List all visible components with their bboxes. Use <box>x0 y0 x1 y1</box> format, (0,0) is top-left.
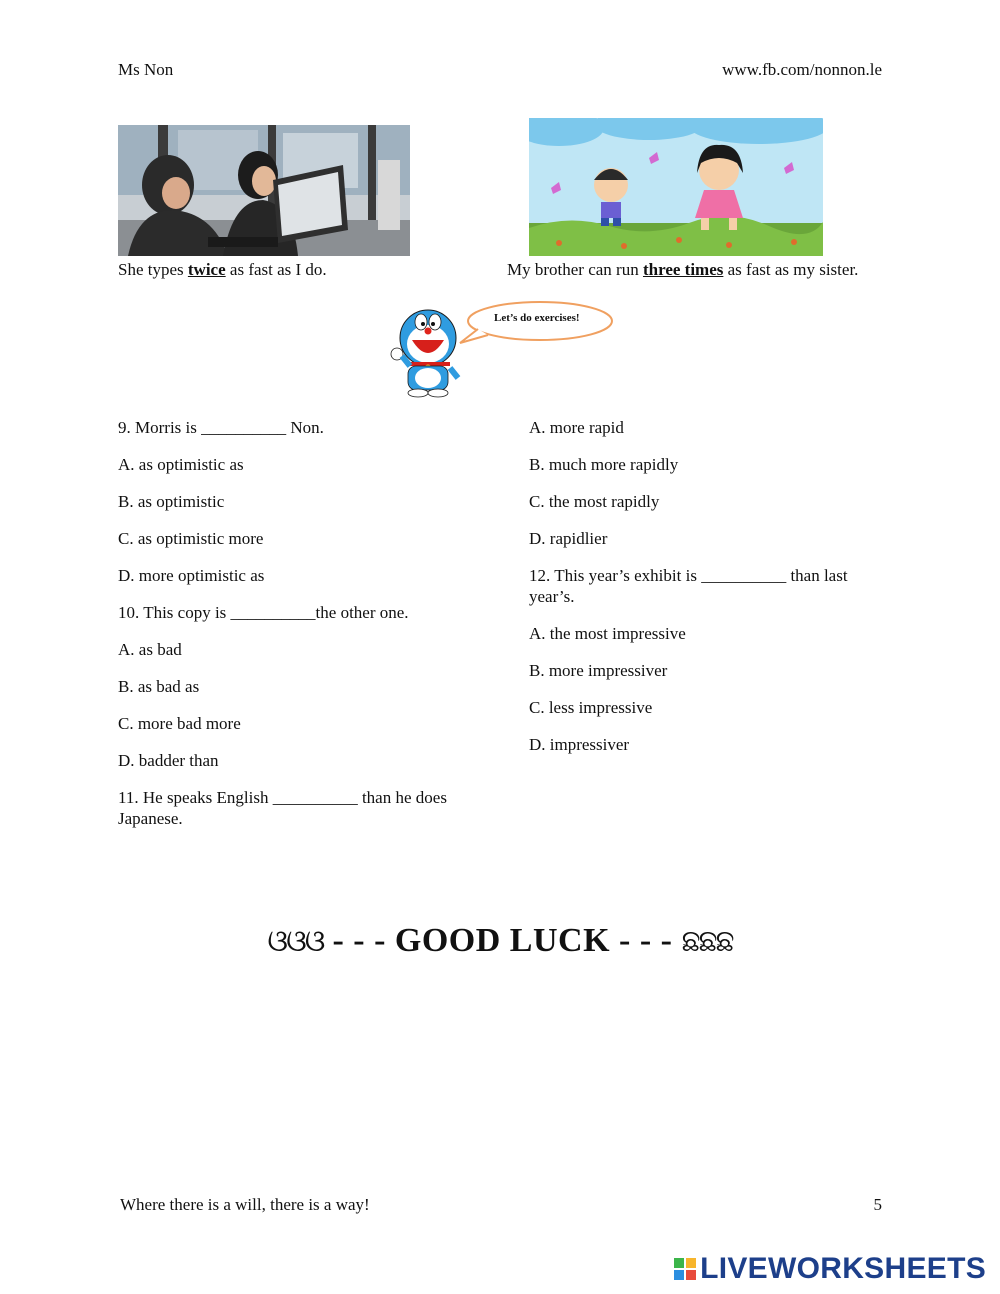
questions-right-column <box>529 417 881 771</box>
right-option: C. the most rapidly <box>529 492 660 511</box>
caption-left-emphasis: twice <box>187 260 226 279</box>
footer-quote: Where there is a will, there is a way! <box>120 1195 370 1214</box>
header-website: www.fb.com/nonnon.le <box>722 60 882 79</box>
left-option: B. as bad as <box>118 677 200 696</box>
caption-left-after: as fast as I do. <box>225 260 327 279</box>
left-question: 10. This copy is __________the other one. <box>118 603 409 622</box>
questions-left-column <box>118 417 488 845</box>
kids-running-illustration <box>529 118 823 256</box>
liveworksheets-mark-icon <box>674 1258 696 1280</box>
right-option: B. more impressiver <box>529 661 668 680</box>
right-option: B. much more rapidly <box>529 455 679 474</box>
right-question: 12. This year’s exhibit is __________ than last year’s. <box>529 566 848 606</box>
caption-left-before: She types <box>118 260 188 279</box>
right-option: D. impressiver <box>529 735 630 754</box>
right-ornament: ଛଛଛ <box>681 925 733 958</box>
left-ornament: ଓଓଓ <box>267 925 324 958</box>
caption-right-before: My brother can run <box>507 260 643 279</box>
left-question: 9. Morris is __________ Non. <box>118 418 324 437</box>
left-option: C. more bad more <box>118 714 241 733</box>
caption-right <box>507 259 858 280</box>
left-option: D. badder than <box>118 751 219 770</box>
header-author: Ms Non <box>118 60 174 79</box>
good-luck-banner <box>0 922 1000 960</box>
right-option: D. rapidlier <box>529 529 608 548</box>
left-option: D. more optimistic as <box>118 566 265 585</box>
speech-bubble <box>458 299 616 347</box>
speech-bubble-text: Let’s do exercises! <box>494 312 580 324</box>
good-luck-text: - - - GOOD LUCK - - - <box>323 922 682 959</box>
caption-right-after: as fast as my sister. <box>723 260 859 279</box>
left-option: A. as optimistic as <box>118 455 244 474</box>
caption-right-emphasis: three times <box>642 260 724 279</box>
office-typing-photo <box>118 125 410 256</box>
right-option: A. more rapid <box>529 418 624 437</box>
left-option: C. as optimistic more <box>118 529 264 548</box>
left-option: A. as bad <box>118 640 182 659</box>
right-option: A. the most impressive <box>529 624 686 643</box>
left-option: B. as optimistic <box>118 492 225 511</box>
liveworksheets-logo <box>674 1252 986 1286</box>
page-number: 5 <box>873 1195 882 1214</box>
liveworksheets-wordmark: LIVEWORKSHEETS <box>700 1252 986 1285</box>
doraemon-mascot-icon <box>388 306 468 398</box>
left-question: 11. He speaks English __________ than he does Japanese. <box>118 788 447 828</box>
caption-left <box>118 259 327 280</box>
right-option: C. less impressive <box>529 698 653 717</box>
